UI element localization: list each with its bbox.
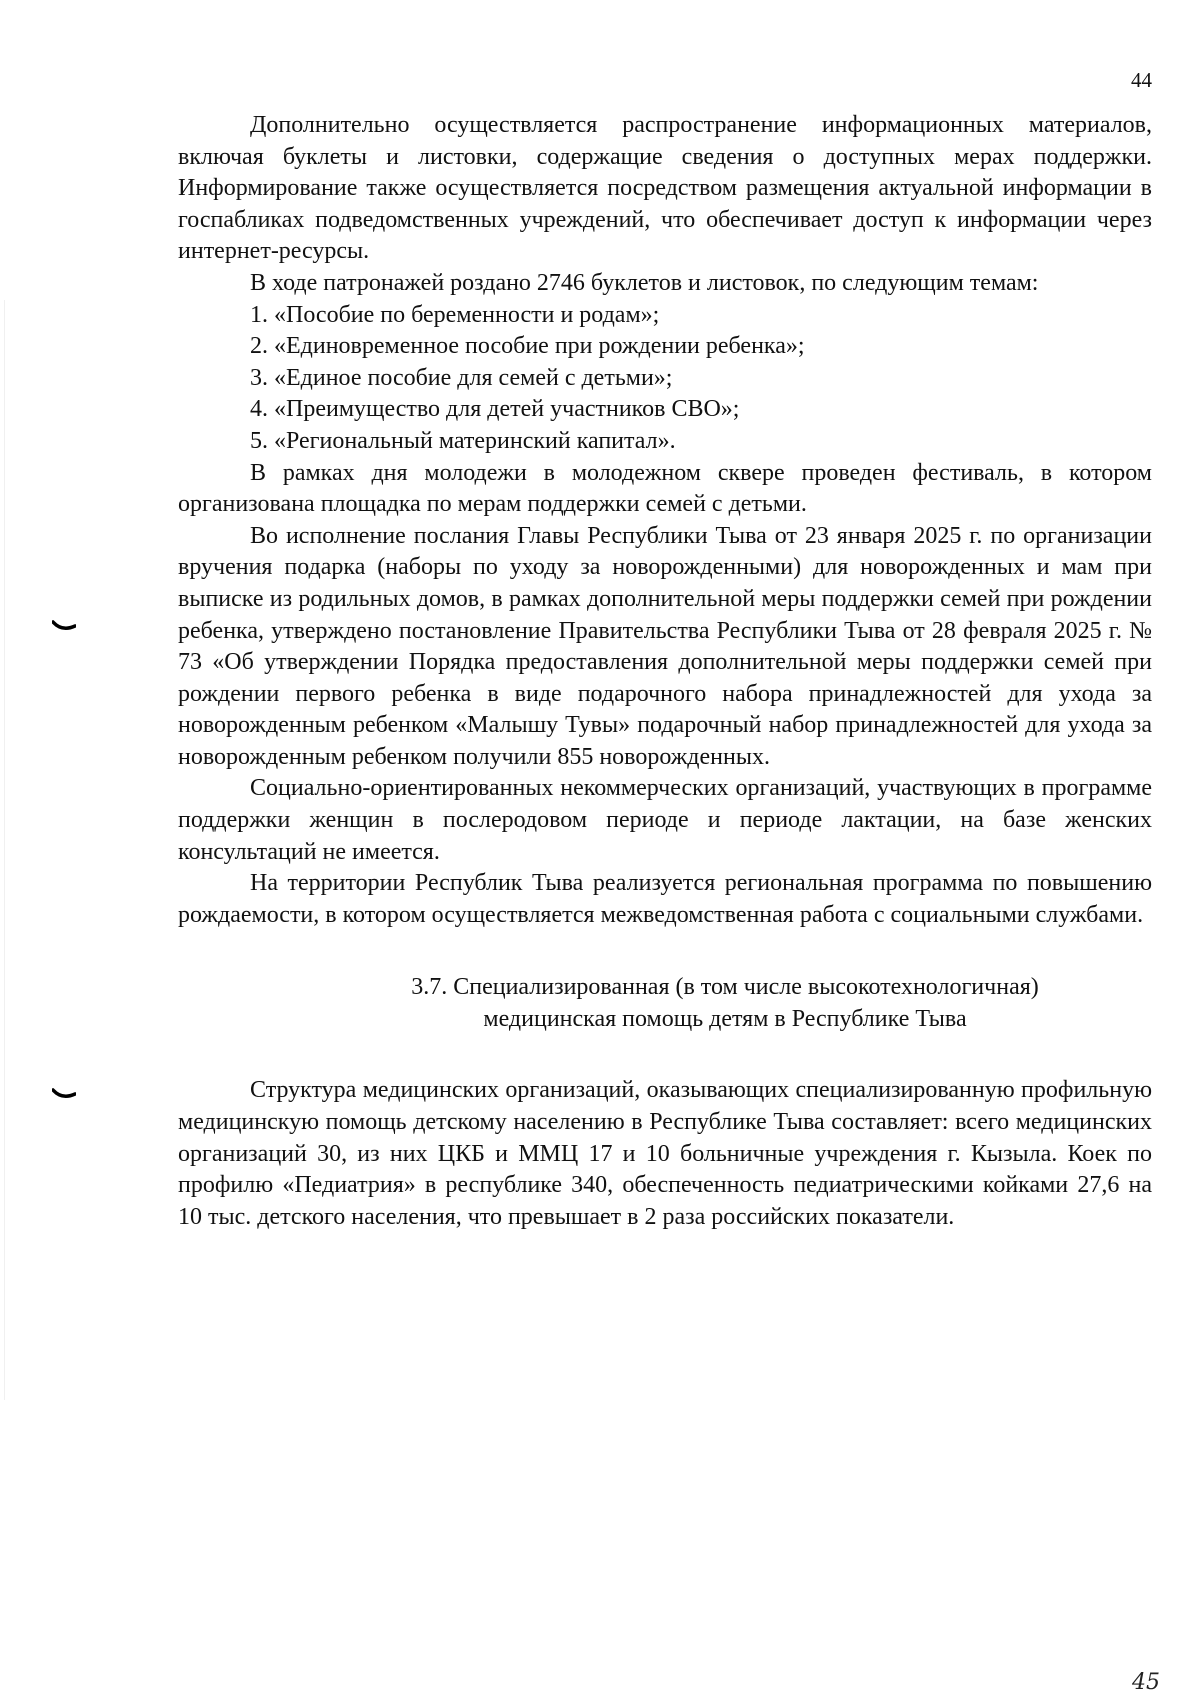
list-item: 4. «Преимущество для детей участников СВО»;	[250, 396, 740, 423]
paragraph: В рамках дня молодежи в молодежном сквере проведен фестиваль, в котором организована площадка по мерам поддержки семей с детьми.	[178, 459, 1152, 518]
paragraph: В ходе патронажей роздано 2746 буклетов и листовок, по следующим темам:	[250, 269, 1039, 296]
paragraph: На территории Республик Тыва реализуется региональная программа по повышению рождаемости, в котором осуществляется межведомственная работа с социальными службами.	[178, 870, 1152, 928]
margin-tick-mark	[52, 1088, 76, 1102]
section-heading-line: медицинская помощь детям в Республике Тыва	[483, 1006, 967, 1033]
document-body	[178, 110, 1152, 1233]
section-heading-line: 3.7. Специализированная (в том числе высокотехнологичная)	[411, 974, 1039, 1001]
scan-artifact-line	[4, 300, 5, 1400]
paragraph: Дополнительно осуществляется распространение информационных материалов, включая буклеты и листовки, содержащие сведения о доступных мерах поддержки. Информирование также осуществляется посредством размещения актуальной информации в госпабликах подведомственных учреждений, что обеспечивает доступ к информации через интернет-ресурсы.	[178, 112, 1152, 265]
paragraph: Структура медицинских организаций, оказывающих специализированную профильную медицинскую помощь детскому населению в Республике Тыва составляет: всего медицинских организаций 30, из них ЦКБ и ММЦ 17 и 10 больничные учреждения г. Кызыла. Коек по профилю «Педиатрия» в республике 340, обеспеченность педиатрическими койками 27,6 на 10 тыс. детского населения, что превышает в 2 раза российских показатели.	[178, 1077, 1152, 1230]
paragraph: Во исполнение послания Главы Республики Тыва от 23 января 2025 г. по организации вручения подарка (наборы по уходу за новорожденными) для новорожденных и мам при выписке из родильных домов, в рамках дополнительной меры поддержки семей при рождении ребенка, утверждено постановление Правительства Республики Тыва от 28 февраля 2025 г. № 73 «Об утверждении Порядка предоставления дополнительной меры поддержки семей при рождении первого ребенка в виде подарочного набора принадлежностей для ухода за новорожденным ребенком «Малышу Тувы» подарочный набор принадлежностей для ухода за новорожденным ребенком получили 855 новорожденных.	[178, 522, 1152, 770]
list-item: 5. «Региональный материнский капитал».	[250, 427, 676, 454]
handwritten-page-number: 45	[1132, 1670, 1160, 1695]
topics-list	[178, 300, 1152, 458]
page-number: 44	[1131, 68, 1152, 92]
list-item: 1. «Пособие по беременности и родам»;	[250, 301, 660, 328]
list-item: 2. «Единовременное пособие при рождении ребенка»;	[250, 333, 805, 360]
section-heading	[178, 971, 1152, 1035]
paragraph: Социально-ориентированных некоммерческих организаций, участвующих в программе поддержки женщин в послеродовом периоде и периоде лактации, на базе женских консультаций не имеется.	[178, 775, 1152, 865]
list-item: 3. «Единое пособие для семей с детьми»;	[250, 364, 673, 391]
margin-tick-mark	[52, 620, 76, 634]
